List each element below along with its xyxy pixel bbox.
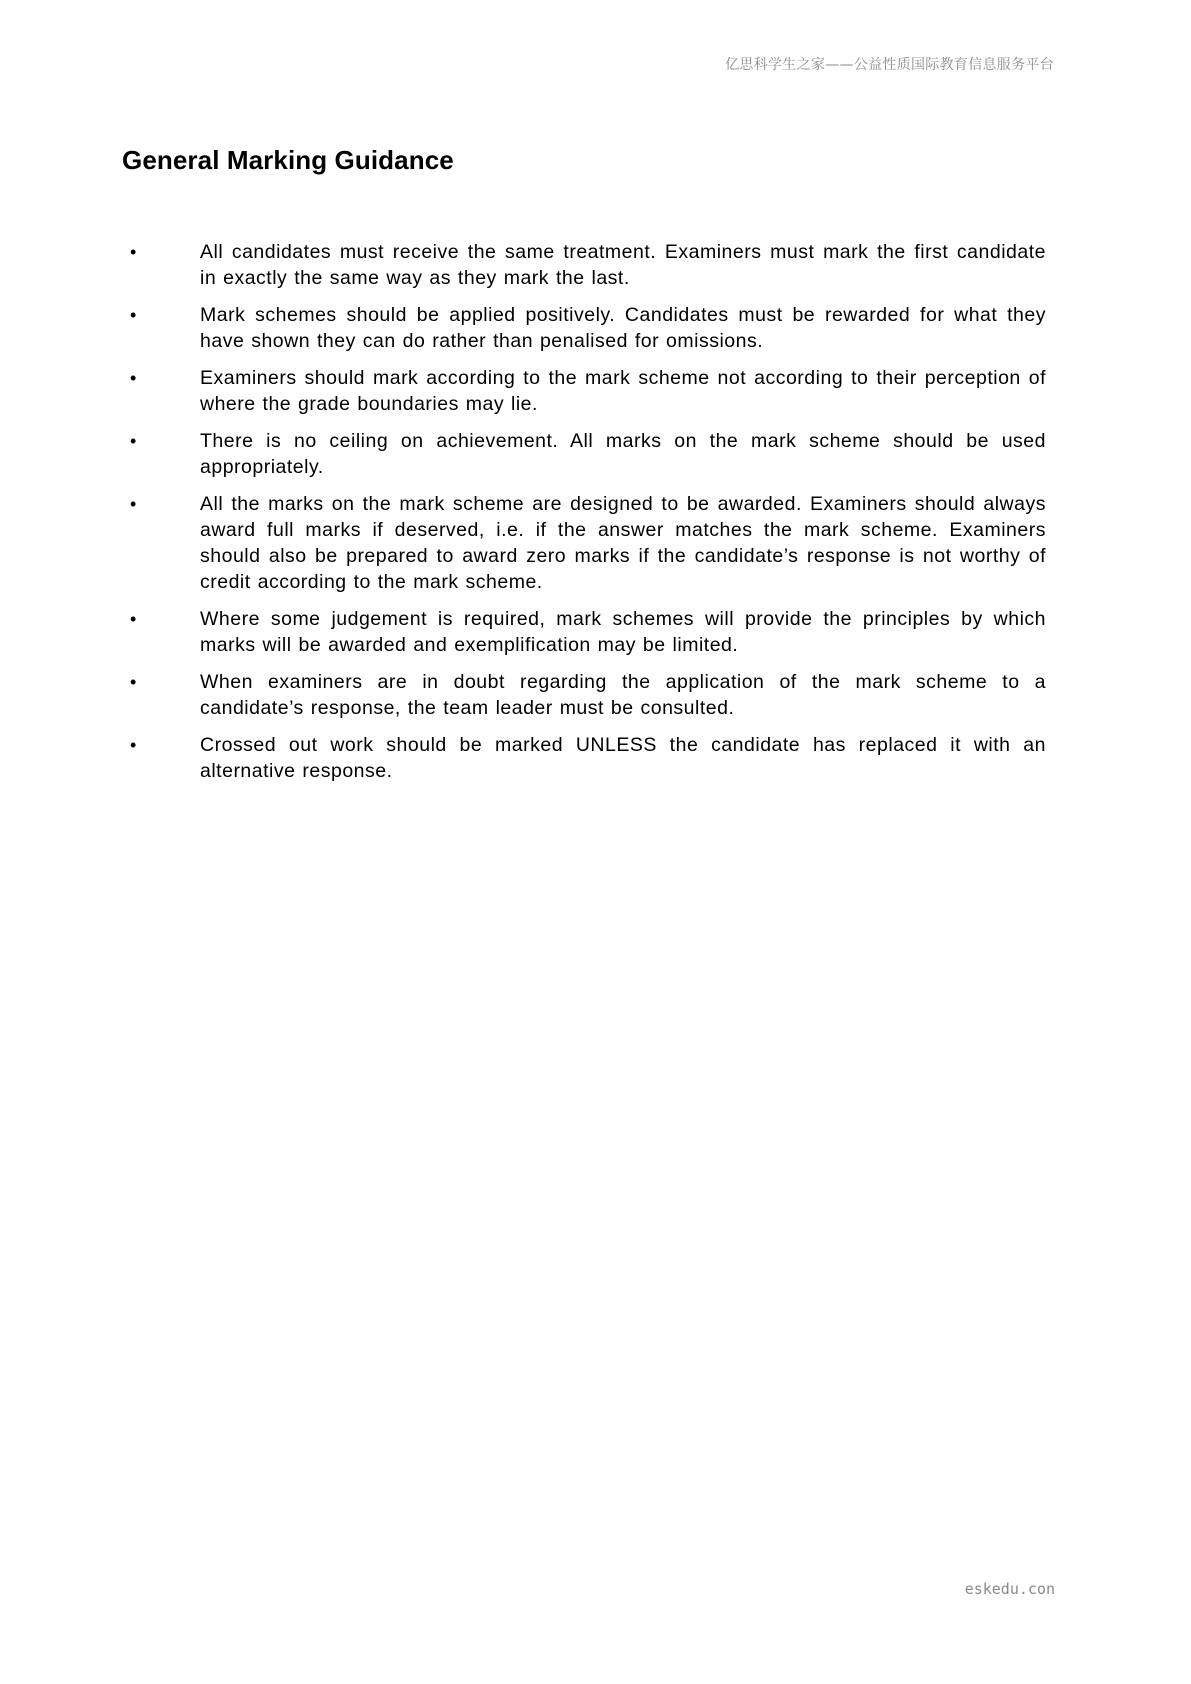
bullet-icon: •: [130, 368, 137, 388]
list-item-text: When examiners are in doubt regarding the application of the mark scheme to a candidate’s response, the team leader must be consulted.: [200, 671, 1046, 719]
list-item: [122, 732, 1046, 784]
bullet-icon: •: [130, 242, 137, 262]
list-item: [122, 669, 1046, 721]
page-footer-site: eskedu.con: [964, 1580, 1055, 1598]
list-item-text: Mark schemes should be applied positively. Candidates must be rewarded for what they have shown they can do rather than penalised for omissions.: [200, 304, 1046, 352]
list-item: [122, 239, 1046, 291]
bullet-icon: •: [130, 609, 137, 629]
bullet-icon: •: [130, 305, 137, 325]
list-item-text: Examiners should mark according to the mark scheme not according to their perception of where the grade boundaries may lie.: [200, 367, 1046, 415]
bullet-icon: •: [130, 431, 137, 451]
page-title: General Marking Guidance: [122, 145, 454, 175]
list-item: [122, 365, 1046, 417]
bullet-icon: •: [130, 672, 137, 692]
bullet-icon: •: [130, 494, 137, 514]
bullet-icon: •: [130, 735, 137, 755]
list-item: [122, 606, 1046, 658]
list-item: [122, 428, 1046, 480]
list-item-text: Crossed out work should be marked UNLESS the candidate has replaced it with an alternative response.: [200, 734, 1046, 782]
list-item: [122, 491, 1046, 595]
list-item: [122, 302, 1046, 354]
list-item-text: Where some judgement is required, mark schemes will provide the principles by which marks will be awarded and exemplification may be limited.: [200, 608, 1046, 656]
guidance-list: [122, 239, 1046, 795]
list-item-text: All candidates must receive the same treatment. Examiners must mark the first candidate in exactly the same way as they mark the last.: [200, 241, 1046, 289]
list-item-text: There is no ceiling on achievement. All marks on the mark scheme should be used appropriately.: [200, 430, 1046, 478]
page-header-watermark: 亿思科学生之家——公益性质国际教育信息服务平台: [725, 57, 1054, 73]
list-item-text: All the marks on the mark scheme are designed to be awarded. Examiners should always award full marks if deserved, i.e. if the answer matches the mark scheme. Examiners should also be prepared to award zero marks if the candidate’s response is not worthy of credit according to the mark scheme.: [200, 493, 1046, 593]
